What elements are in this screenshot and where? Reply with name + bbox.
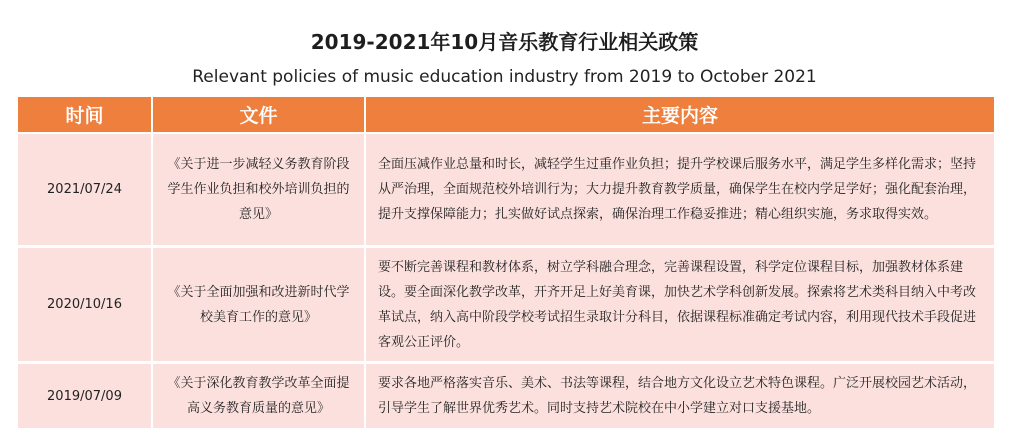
table-row (18, 363, 994, 430)
page-title: 2019-2021年10月音乐教育行业相关政策 (310, 30, 699, 54)
table-header-row (18, 97, 994, 133)
row-content: 全面压减作业总量和时长，减轻学生过重作业负担；提升学校课后服务水平，满足学生多样化需求；坚持从严治理，全面规范校外培训行为；大力提升教育教学质量，确保学生在校内学足学好；强化配套治理，提升支撑保障能力；扎实做好试点探索，确保治理工作稳妥推进；精心组织实施，务求取得实效。 (365, 133, 994, 247)
row-document: 《关于深化教育教学改革全面提高义务教育质量的意见》 (152, 363, 365, 430)
row-content: 要不断完善课程和教材体系，树立学科融合理念，完善课程设置，科学定位课程目标，加强教材体系建设。要全面深化教学改革，开齐开足上好美育课，加快艺术学科创新发展。探索将艺术类科目纳入中考改革试点，纳入高中阶段学校考试招生录取计分科目，依据课程标准确定考试内容，利用现代技术手段促进客观公正评价。 (365, 247, 994, 363)
column-header-time: 时间 (18, 97, 152, 133)
row-document: 《关于全面加强和改进新时代学校美育工作的意见》 (152, 247, 365, 363)
column-header-document: 文件 (152, 97, 365, 133)
column-header-content: 主要内容 (365, 97, 994, 133)
table-row (18, 133, 994, 247)
row-document: 《关于进一步减轻义务教育阶段学生作业负担和校外培训负担的意见》 (152, 133, 365, 247)
table-row (18, 247, 994, 363)
policy-table (18, 97, 994, 431)
page-subtitle: Relevant policies of music education industry from 2019 to October 2021 (192, 67, 817, 87)
row-content: 要求各地严格落实音乐、美术、书法等课程，结合地方文化设立艺术特色课程。广泛开展校园艺术活动，引导学生了解世界优秀艺术。同时支持艺术院校在中小学建立对口支援基地。 (365, 363, 994, 430)
row-date: 2019/07/09 (18, 363, 152, 430)
row-date: 2020/10/16 (18, 247, 152, 363)
row-date: 2021/07/24 (18, 133, 152, 247)
